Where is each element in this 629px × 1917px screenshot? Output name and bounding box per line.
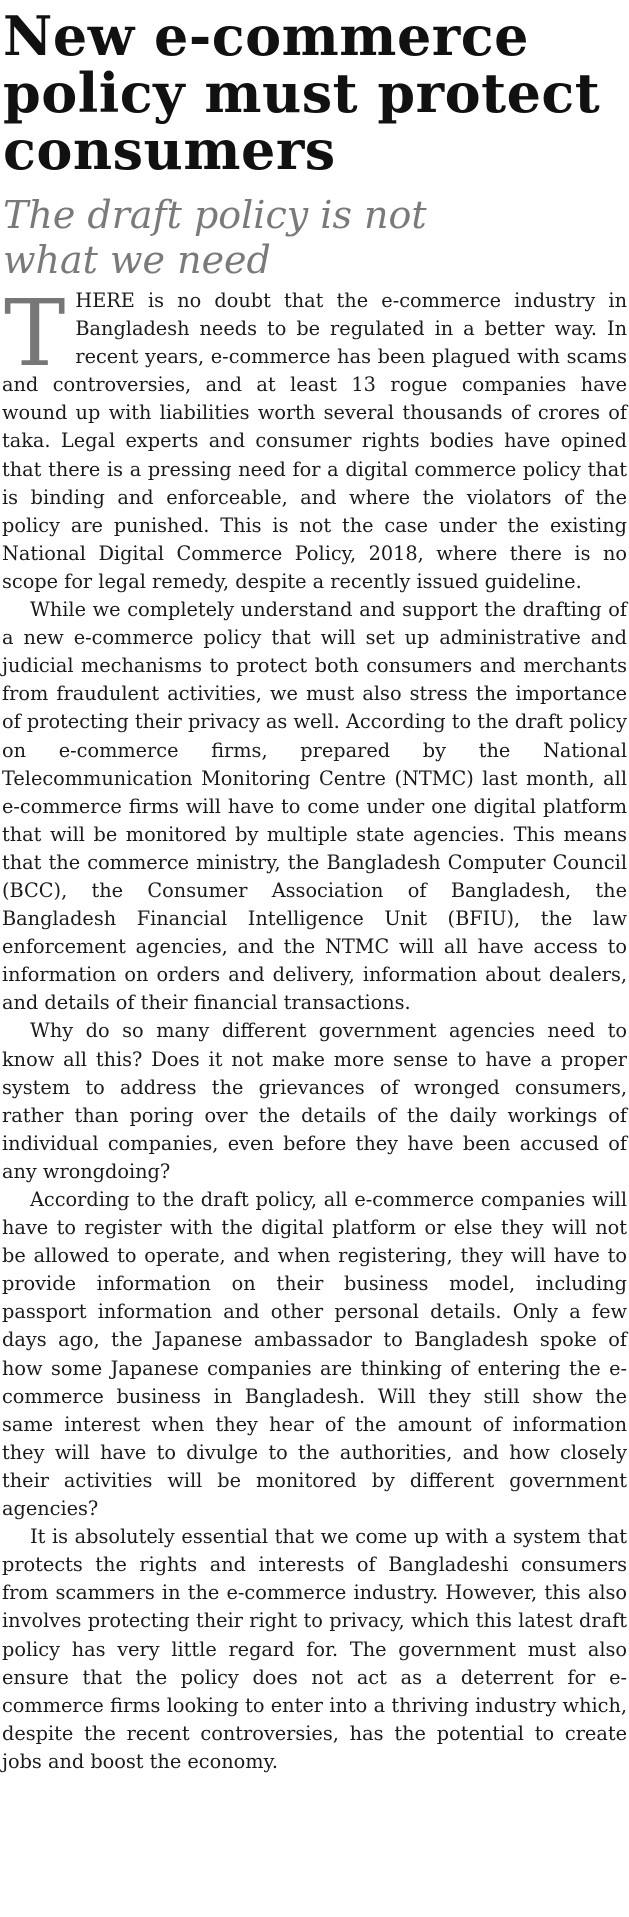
body-paragraph-4: According to the draft policy, all e-commerce companies will have to register with the digital platform or else they will not be allowed to operate, and when registering, they will have to provide information on their business model, including passport information and other personal details. Only a few days ago, the Japanese ambassador to Bangladesh spoke of how some Japanese companies are thinking of entering the e-commerce business in Bangladesh. Will they still show the same interest when they hear of the amount of information they will have to divulge to the authorities, and how closely their activities will be monitored by different government agencies? <box>2 1188 627 1521</box>
body-paragraph-3: Why do so many different government agencies need to know all this? Does it not make more sense to have a proper system to address the grievances of wronged consumers, rather than poring over the details of the daily workings of individual companies, even before they have been accused of any wrongdoing? <box>2 1019 627 1183</box>
article-subhead: The draft policy is not what we need <box>3 193 427 282</box>
lead-paragraph <box>2 280 627 596</box>
body-paragraph-5: It is absolutely essential that we come up with a system that protects the rights and interests of Bangladeshi consumers from scammers in the e-commerce industry. However, this also involves protecting their right to privacy, which this latest draft policy has very little regard for. The government must also ensure that the policy does not act as a deterrent for e-commerce firms looking to enter into a thriving industry which, despite the recent controversies, has the potential to create jobs and boost the economy. <box>2 1525 627 1773</box>
lead-paragraph-text: HERE is no doubt that the e-commerce industry in Bangladesh needs to be regulated in a better way. In recent years, e-commerce has been plagued with scams and controversies, and at least 13 rogue companies have wound up with liabilities worth several thousands of crores of taka. Legal experts and consumer rights bodies have opined that there is a pressing need for a digital commerce policy that is binding and enforceable, and where the violators of the policy are punished. This is not the case under the existing National Digital Commerce Policy, 2018, where there is no scope for legal remedy, despite a recently issued guideline. <box>2 289 627 593</box>
drop-cap: T <box>4 280 66 387</box>
article-headline: New e-commerce policy must protect consumers <box>3 4 601 182</box>
body-paragraph-2: While we completely understand and support the drafting of a new e-commerce policy that will set up administrative and judicial mechanisms to protect both consumers and merchants from fraudulent activities, we must also stress the importance of protecting their privacy as well. According to the draft policy on e-commerce firms, prepared by the National Telecommunication Monitoring Centre (NTMC) last month, all e-commerce firms will have to come under one digital platform that will be monitored by multiple state agencies. This means that the commerce ministry, the Bangladesh Computer Council (BCC), the Consumer Association of Bangladesh, the Bangladesh Financial Intelligence Unit (BFIU), the law enforcement agencies, and the NTMC will all have access to information on orders and delivery, information about dealers, and details of their financial transactions. <box>2 598 627 1015</box>
article-body <box>2 280 627 1776</box>
